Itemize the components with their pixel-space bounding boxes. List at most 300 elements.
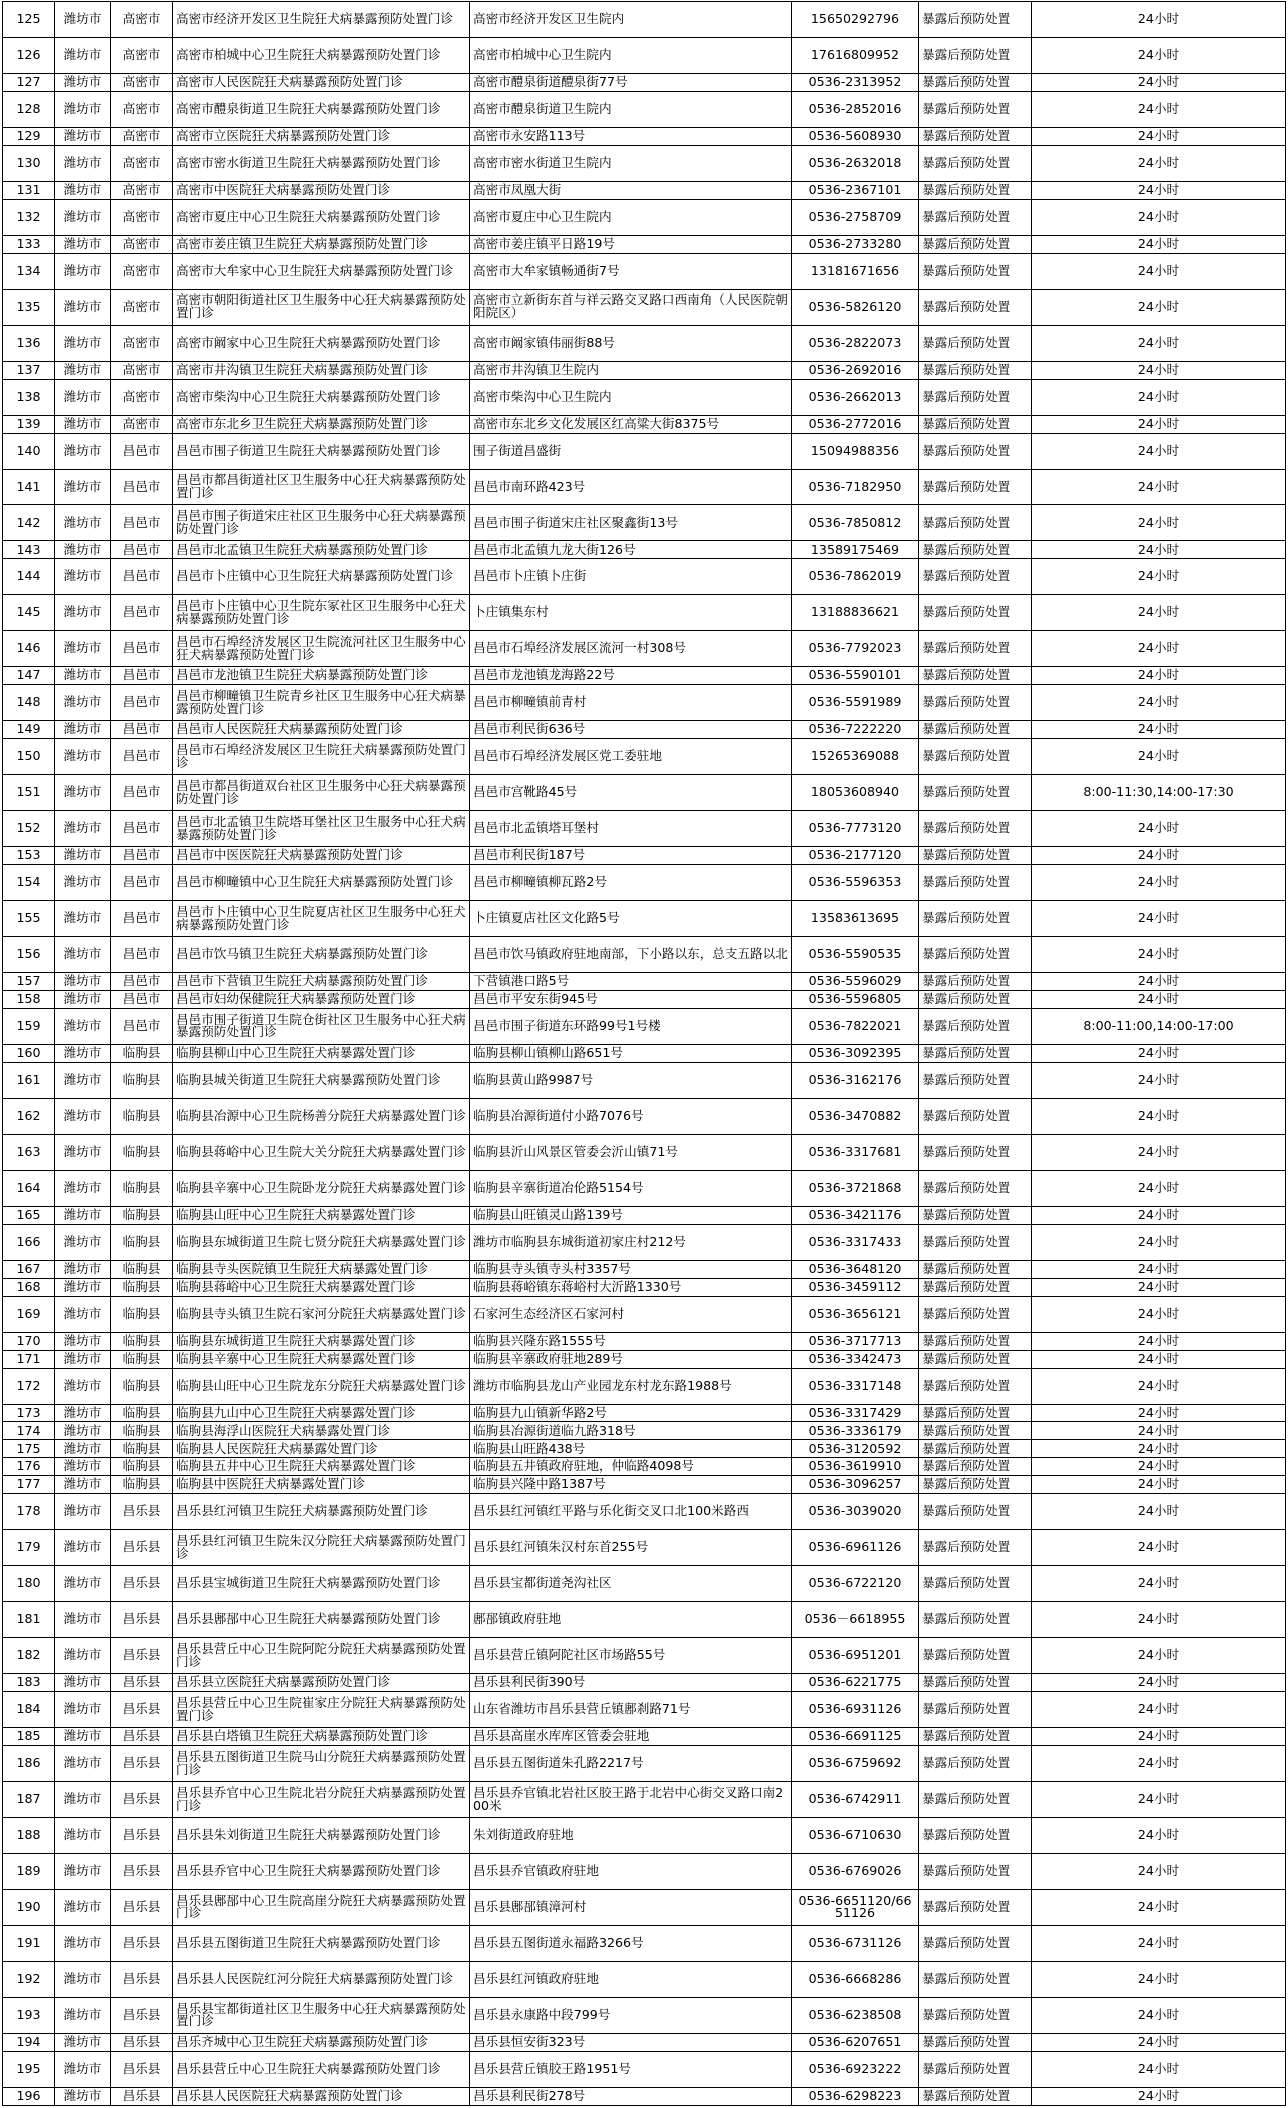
table-row	[3, 1368, 1286, 1404]
cell-clinic-name: 高密市井沟镇卫生院狂犬病暴露预防处置门诊	[173, 361, 470, 379]
cell-address: 临朐县黄山路9987号	[470, 1062, 792, 1098]
table-row	[3, 1098, 1286, 1134]
cell-hours: 24小时	[1032, 361, 1286, 379]
cell-service: 暴露后预防处置	[919, 811, 1032, 847]
cell-address: 昌邑市北孟镇九龙大街126号	[470, 541, 792, 559]
cell-hours: 24小时	[1032, 127, 1286, 145]
cell-county: 昌乐县	[111, 1638, 173, 1674]
cell-phone: 0536-3162176	[792, 1062, 919, 1098]
cell-clinic-name: 昌乐县鄌郚中心卫生院高崖分院狂犬病暴露预防处置门诊	[173, 1889, 470, 1925]
cell-clinic-name: 临朐县山旺中心卫生院狂犬病暴露处置门诊	[173, 1206, 470, 1224]
clinic-table	[2, 1, 1286, 2106]
cell-address: 昌邑市石埠经济发展区党工委驻地	[470, 739, 792, 775]
cell-service: 暴露后预防处置	[919, 1422, 1032, 1440]
cell-address: 临朐县兴隆东路1555号	[470, 1332, 792, 1350]
cell-clinic-name: 昌邑市卜庄镇中心卫生院狂犬病暴露预防处置门诊	[173, 559, 470, 595]
cell-service: 暴露后预防处置	[919, 1476, 1032, 1494]
table-row	[3, 1404, 1286, 1422]
cell-hours: 24小时	[1032, 145, 1286, 181]
cell-index: 154	[3, 865, 55, 901]
cell-address: 昌邑市利民街187号	[470, 847, 792, 865]
cell-city: 潍坊市	[55, 1782, 111, 1818]
cell-phone: 0536-5591989	[792, 685, 919, 721]
cell-address: 昌邑市龙池镇龙海路22号	[470, 667, 792, 685]
cell-county: 昌邑市	[111, 775, 173, 811]
cell-phone: 0536-5590101	[792, 667, 919, 685]
cell-address: 昌乐县利民街390号	[470, 1674, 792, 1692]
cell-city: 潍坊市	[55, 1889, 111, 1925]
cell-clinic-name: 高密市姜庄镇卫生院狂犬病暴露预防处置门诊	[173, 235, 470, 253]
cell-county: 昌邑市	[111, 469, 173, 505]
cell-city: 潍坊市	[55, 1422, 111, 1440]
cell-county: 高密市	[111, 235, 173, 253]
cell-phone: 0536-2632018	[792, 145, 919, 181]
cell-city: 潍坊市	[55, 361, 111, 379]
table-row	[3, 721, 1286, 739]
cell-city: 潍坊市	[55, 325, 111, 361]
cell-address: 昌乐县乔官镇北岩社区胶王路于北岩中心街交叉路口南200米	[470, 1782, 792, 1818]
cell-hours: 24小时	[1032, 1746, 1286, 1782]
cell-hours: 24小时	[1032, 1602, 1286, 1638]
cell-service: 暴露后预防处置	[919, 631, 1032, 667]
cell-service: 暴露后预防处置	[919, 2033, 1032, 2051]
cell-hours: 24小时	[1032, 1925, 1286, 1961]
cell-phone: 0536-7850812	[792, 505, 919, 541]
cell-county: 临朐县	[111, 1170, 173, 1206]
cell-service: 暴露后预防处置	[919, 1782, 1032, 1818]
cell-county: 临朐县	[111, 1062, 173, 1098]
cell-index: 142	[3, 505, 55, 541]
cell-address: 石家河生态经济区石家河村	[470, 1296, 792, 1332]
cell-index: 173	[3, 1404, 55, 1422]
cell-county: 昌乐县	[111, 1674, 173, 1692]
cell-county: 高密市	[111, 361, 173, 379]
cell-service: 暴露后预防处置	[919, 181, 1032, 199]
cell-county: 昌邑市	[111, 937, 173, 973]
cell-service: 暴露后预防处置	[919, 901, 1032, 937]
cell-phone: 0536-7822021	[792, 1008, 919, 1044]
cell-hours: 24小时	[1032, 1692, 1286, 1728]
cell-phone: 0536-3096257	[792, 1476, 919, 1494]
table-row	[3, 1170, 1286, 1206]
cell-index: 181	[3, 1602, 55, 1638]
cell-city: 潍坊市	[55, 469, 111, 505]
cell-service: 暴露后预防处置	[919, 1062, 1032, 1098]
cell-service: 暴露后预防处置	[919, 433, 1032, 469]
cell-service: 暴露后预防处置	[919, 1350, 1032, 1368]
cell-service: 暴露后预防处置	[919, 2, 1032, 38]
cell-address: 高密市密水街道卫生院内	[470, 145, 792, 181]
cell-phone: 15650292796	[792, 2, 919, 38]
table-row	[3, 541, 1286, 559]
cell-hours: 24小时	[1032, 541, 1286, 559]
cell-clinic-name: 高密市夏庄中心卫生院狂犬病暴露预防处置门诊	[173, 199, 470, 235]
cell-address: 围子街道昌盛街	[470, 433, 792, 469]
table-row	[3, 901, 1286, 937]
table-row	[3, 1206, 1286, 1224]
cell-phone: 0536-3317429	[792, 1404, 919, 1422]
cell-hours: 24小时	[1032, 2051, 1286, 2087]
cell-city: 潍坊市	[55, 937, 111, 973]
cell-index: 180	[3, 1566, 55, 1602]
cell-service: 暴露后预防处置	[919, 1098, 1032, 1134]
cell-hours: 24小时	[1032, 685, 1286, 721]
cell-city: 潍坊市	[55, 1566, 111, 1602]
cell-index: 149	[3, 721, 55, 739]
cell-phone: 0536-7773120	[792, 811, 919, 847]
cell-city: 潍坊市	[55, 1350, 111, 1368]
cell-clinic-name: 临朐县蒋峪中心卫生院大关分院狂犬病暴露处置门诊	[173, 1134, 470, 1170]
table-row	[3, 990, 1286, 1008]
table-row	[3, 811, 1286, 847]
cell-phone: 0536-3342473	[792, 1350, 919, 1368]
cell-service: 暴露后预防处置	[919, 1728, 1032, 1746]
cell-hours: 24小时	[1032, 379, 1286, 415]
cell-city: 潍坊市	[55, 289, 111, 325]
cell-clinic-name: 高密市密水街道卫生院狂犬病暴露预防处置门诊	[173, 145, 470, 181]
cell-city: 潍坊市	[55, 1404, 111, 1422]
cell-service: 暴露后预防处置	[919, 361, 1032, 379]
cell-phone: 0536-3459112	[792, 1278, 919, 1296]
table-row	[3, 199, 1286, 235]
cell-county: 高密市	[111, 253, 173, 289]
cell-hours: 24小时	[1032, 1854, 1286, 1890]
table-row	[3, 1961, 1286, 1997]
cell-county: 昌邑市	[111, 505, 173, 541]
cell-clinic-name: 昌邑市柳疃镇卫生院青乡社区卫生服务中心狂犬病暴露预防处置门诊	[173, 685, 470, 721]
cell-service: 暴露后预防处置	[919, 2051, 1032, 2087]
cell-service: 暴露后预防处置	[919, 1440, 1032, 1458]
cell-city: 潍坊市	[55, 631, 111, 667]
cell-city: 潍坊市	[55, 721, 111, 739]
cell-city: 潍坊市	[55, 1062, 111, 1098]
cell-address: 潍坊市临朐县龙山产业园龙东村龙东路1988号	[470, 1368, 792, 1404]
cell-clinic-name: 临朐县东城街道卫生院狂犬病暴露处置门诊	[173, 1332, 470, 1350]
table-row	[3, 415, 1286, 433]
cell-hours: 24小时	[1032, 1404, 1286, 1422]
cell-address: 昌乐县恒安街323号	[470, 2033, 792, 2051]
cell-county: 昌乐县	[111, 1997, 173, 2033]
cell-phone: 0536-6207651	[792, 2033, 919, 2051]
table-row	[3, 1728, 1286, 1746]
cell-address: 高密市夏庄中心卫生院内	[470, 199, 792, 235]
table-row	[3, 1566, 1286, 1602]
cell-index: 135	[3, 289, 55, 325]
cell-address: 高密市醴泉街道卫生院内	[470, 91, 792, 127]
cell-index: 188	[3, 1818, 55, 1854]
cell-hours: 24小时	[1032, 1566, 1286, 1602]
cell-address: 昌乐县五图街道永福路3266号	[470, 1925, 792, 1961]
cell-city: 潍坊市	[55, 199, 111, 235]
cell-index: 183	[3, 1674, 55, 1692]
cell-county: 高密市	[111, 91, 173, 127]
cell-index: 172	[3, 1368, 55, 1404]
cell-hours: 24小时	[1032, 1062, 1286, 1098]
cell-index: 164	[3, 1170, 55, 1206]
table-row	[3, 1224, 1286, 1260]
cell-service: 暴露后预防处置	[919, 235, 1032, 253]
cell-clinic-name: 昌乐县乔官中心卫生院狂犬病暴露预防处置门诊	[173, 1854, 470, 1890]
cell-index: 160	[3, 1044, 55, 1062]
cell-address: 昌邑市平安东街945号	[470, 990, 792, 1008]
table-row	[3, 1674, 1286, 1692]
cell-county: 高密市	[111, 127, 173, 145]
cell-service: 暴露后预防处置	[919, 145, 1032, 181]
cell-phone: 13181671656	[792, 253, 919, 289]
cell-phone: 17616809952	[792, 37, 919, 73]
cell-index: 186	[3, 1746, 55, 1782]
cell-clinic-name: 临朐县海浮山医院狂犬病暴露处置门诊	[173, 1422, 470, 1440]
cell-index: 126	[3, 37, 55, 73]
table-row	[3, 1440, 1286, 1458]
cell-county: 临朐县	[111, 1476, 173, 1494]
cell-city: 潍坊市	[55, 559, 111, 595]
cell-index: 131	[3, 181, 55, 199]
cell-index: 170	[3, 1332, 55, 1350]
cell-address: 下营镇港口路5号	[470, 973, 792, 991]
cell-clinic-name: 昌乐县红河镇卫生院狂犬病暴露预防处置门诊	[173, 1494, 470, 1530]
cell-address: 临朐县沂山风景区管委会沂山镇71号	[470, 1134, 792, 1170]
cell-hours: 24小时	[1032, 2087, 1286, 2105]
cell-clinic-name: 昌邑市龙池镇卫生院狂犬病暴露预防处置门诊	[173, 667, 470, 685]
cell-clinic-name: 高密市中医院狂犬病暴露预防处置门诊	[173, 181, 470, 199]
table-row	[3, 1134, 1286, 1170]
cell-service: 暴露后预防处置	[919, 1889, 1032, 1925]
cell-county: 昌乐县	[111, 1889, 173, 1925]
cell-phone: 0536-2758709	[792, 199, 919, 235]
cell-clinic-name: 昌邑市北孟镇卫生院塔耳堡社区卫生服务中心狂犬病暴露预防处置门诊	[173, 811, 470, 847]
cell-county: 高密市	[111, 37, 173, 73]
cell-address: 昌乐县宝都街道尧沟社区	[470, 1566, 792, 1602]
cell-index: 184	[3, 1692, 55, 1728]
table-row	[3, 1602, 1286, 1638]
cell-county: 昌邑市	[111, 865, 173, 901]
cell-phone: 0536-6691125	[792, 1728, 919, 1746]
cell-address: 高密市永安路113号	[470, 127, 792, 145]
cell-address: 临朐县九山镇新华路2号	[470, 1404, 792, 1422]
table-row	[3, 937, 1286, 973]
cell-service: 暴露后预防处置	[919, 1134, 1032, 1170]
cell-phone: 0536-3317433	[792, 1224, 919, 1260]
cell-index: 128	[3, 91, 55, 127]
clinic-table-body	[3, 2, 1286, 2106]
cell-clinic-name: 高密市经济开发区卫生院狂犬病暴露预防处置门诊	[173, 2, 470, 38]
cell-county: 昌乐县	[111, 1782, 173, 1818]
cell-index: 195	[3, 2051, 55, 2087]
cell-clinic-name: 昌邑市柳疃镇中心卫生院狂犬病暴露预防处置门诊	[173, 865, 470, 901]
cell-county: 昌邑市	[111, 973, 173, 991]
cell-hours: 24小时	[1032, 181, 1286, 199]
cell-clinic-name: 昌乐县宝都街道社区卫生服务中心狂犬病暴露预防处置门诊	[173, 1997, 470, 2033]
cell-service: 暴露后预防处置	[919, 1278, 1032, 1296]
table-row	[3, 1062, 1286, 1098]
cell-city: 潍坊市	[55, 1224, 111, 1260]
cell-service: 暴露后预防处置	[919, 1458, 1032, 1476]
cell-address: 山东省潍坊市昌乐县营丘镇鄌刹路71号	[470, 1692, 792, 1728]
cell-hours: 24小时	[1032, 1530, 1286, 1566]
cell-county: 昌邑市	[111, 559, 173, 595]
cell-hours: 24小时	[1032, 37, 1286, 73]
cell-index: 146	[3, 631, 55, 667]
cell-phone: 0536-2692016	[792, 361, 919, 379]
cell-county: 昌乐县	[111, 1494, 173, 1530]
cell-address: 临朐县山旺路438号	[470, 1440, 792, 1458]
cell-service: 暴露后预防处置	[919, 685, 1032, 721]
cell-phone: 0536-7792023	[792, 631, 919, 667]
cell-county: 昌乐县	[111, 1530, 173, 1566]
cell-county: 昌乐县	[111, 1602, 173, 1638]
cell-index: 178	[3, 1494, 55, 1530]
cell-service: 暴露后预防处置	[919, 325, 1032, 361]
table-row	[3, 181, 1286, 199]
table-row	[3, 685, 1286, 721]
cell-county: 昌乐县	[111, 2087, 173, 2105]
table-row	[3, 1422, 1286, 1440]
table-row	[3, 2087, 1286, 2105]
cell-address: 高密市经济开发区卫生院内	[470, 2, 792, 38]
cell-phone: 0536-3721868	[792, 1170, 919, 1206]
cell-city: 潍坊市	[55, 1278, 111, 1296]
cell-index: 136	[3, 325, 55, 361]
cell-service: 暴露后预防处置	[919, 1854, 1032, 1890]
cell-city: 潍坊市	[55, 1961, 111, 1997]
table-row	[3, 739, 1286, 775]
cell-hours: 24小时	[1032, 199, 1286, 235]
cell-city: 潍坊市	[55, 847, 111, 865]
table-row	[3, 433, 1286, 469]
cell-address: 临朐县冶源街道临九路318号	[470, 1422, 792, 1440]
cell-index: 196	[3, 2087, 55, 2105]
cell-county: 高密市	[111, 181, 173, 199]
cell-hours: 24小时	[1032, 433, 1286, 469]
cell-phone: 0536-5596353	[792, 865, 919, 901]
cell-service: 暴露后预防处置	[919, 1530, 1032, 1566]
cell-clinic-name: 昌邑市围子街道卫生院狂犬病暴露预防处置门诊	[173, 433, 470, 469]
cell-phone: 0536-2822073	[792, 325, 919, 361]
cell-service: 暴露后预防处置	[919, 1997, 1032, 2033]
cell-clinic-name: 昌乐县人民医院红河分院狂犬病暴露预防处置门诊	[173, 1961, 470, 1997]
cell-city: 潍坊市	[55, 1638, 111, 1674]
table-row	[3, 2, 1286, 38]
cell-hours: 24小时	[1032, 289, 1286, 325]
cell-clinic-name: 高密市立医院狂犬病暴露预防处置门诊	[173, 127, 470, 145]
cell-city: 潍坊市	[55, 1098, 111, 1134]
cell-address: 临朐县蒋峪镇东蒋峪村大沂路1330号	[470, 1278, 792, 1296]
table-row	[3, 2033, 1286, 2051]
cell-address: 昌乐县营丘镇阿陀社区市场路55号	[470, 1638, 792, 1674]
cell-city: 潍坊市	[55, 1602, 111, 1638]
cell-index: 139	[3, 415, 55, 433]
cell-city: 潍坊市	[55, 1997, 111, 2033]
cell-phone: 0536-2662013	[792, 379, 919, 415]
table-row	[3, 847, 1286, 865]
table-row	[3, 595, 1286, 631]
cell-index: 125	[3, 2, 55, 38]
cell-phone: 0536-5590535	[792, 937, 919, 973]
cell-city: 潍坊市	[55, 1368, 111, 1404]
cell-phone: 0536-2733280	[792, 235, 919, 253]
cell-county: 昌乐县	[111, 1818, 173, 1854]
cell-phone: 0536-7182950	[792, 469, 919, 505]
cell-county: 临朐县	[111, 1458, 173, 1476]
cell-clinic-name: 昌邑市石埠经济发展区卫生院流河社区卫生服务中心狂犬病暴露预防处置门诊	[173, 631, 470, 667]
cell-county: 临朐县	[111, 1296, 173, 1332]
cell-index: 179	[3, 1530, 55, 1566]
cell-clinic-name: 昌邑市人民医院狂犬病暴露预防处置门诊	[173, 721, 470, 739]
cell-index: 150	[3, 739, 55, 775]
cell-service: 暴露后预防处置	[919, 1692, 1032, 1728]
cell-hours: 24小时	[1032, 739, 1286, 775]
table-row	[3, 1494, 1286, 1530]
cell-service: 暴露后预防处置	[919, 289, 1032, 325]
cell-county: 昌乐县	[111, 1961, 173, 1997]
table-row	[3, 505, 1286, 541]
cell-county: 昌乐县	[111, 1692, 173, 1728]
cell-county: 临朐县	[111, 1098, 173, 1134]
cell-clinic-name: 昌邑市围子街道宋庄社区卫生服务中心狂犬病暴露预防处置门诊	[173, 505, 470, 541]
cell-service: 暴露后预防处置	[919, 937, 1032, 973]
table-row	[3, 559, 1286, 595]
cell-city: 潍坊市	[55, 1260, 111, 1278]
cell-hours: 24小时	[1032, 1134, 1286, 1170]
cell-county: 昌邑市	[111, 739, 173, 775]
cell-county: 高密市	[111, 2, 173, 38]
cell-county: 昌邑市	[111, 685, 173, 721]
cell-county: 临朐县	[111, 1278, 173, 1296]
cell-phone: 0536-5608930	[792, 127, 919, 145]
cell-county: 昌邑市	[111, 901, 173, 937]
cell-county: 高密市	[111, 289, 173, 325]
cell-phone: 0536-3470882	[792, 1098, 919, 1134]
table-row	[3, 289, 1286, 325]
cell-county: 昌邑市	[111, 721, 173, 739]
cell-hours: 24小时	[1032, 1170, 1286, 1206]
cell-city: 潍坊市	[55, 1854, 111, 1890]
cell-service: 暴露后预防处置	[919, 990, 1032, 1008]
cell-county: 昌乐县	[111, 2033, 173, 2051]
cell-phone: 18053608940	[792, 775, 919, 811]
cell-hours: 8:00-11:00,14:00-17:00	[1032, 1008, 1286, 1044]
cell-service: 暴露后预防处置	[919, 415, 1032, 433]
cell-address: 高密市立新街东首与祥云路交叉路口西南角（人民医院朝阳院区）	[470, 289, 792, 325]
table-row	[3, 1746, 1286, 1782]
cell-address: 临朐县兴隆中路1387号	[470, 1476, 792, 1494]
cell-index: 176	[3, 1458, 55, 1476]
cell-index: 127	[3, 73, 55, 91]
cell-city: 潍坊市	[55, 973, 111, 991]
cell-index: 187	[3, 1782, 55, 1818]
table-row	[3, 37, 1286, 73]
cell-service: 暴露后预防处置	[919, 667, 1032, 685]
cell-city: 潍坊市	[55, 37, 111, 73]
cell-address: 昌邑市利民街636号	[470, 721, 792, 739]
table-row	[3, 1889, 1286, 1925]
cell-address: 昌邑市柳疃镇柳瓦路2号	[470, 865, 792, 901]
cell-index: 156	[3, 937, 55, 973]
cell-service: 暴露后预防处置	[919, 505, 1032, 541]
table-row	[3, 1530, 1286, 1566]
cell-city: 潍坊市	[55, 667, 111, 685]
cell-county: 昌邑市	[111, 811, 173, 847]
cell-city: 潍坊市	[55, 127, 111, 145]
table-row	[3, 1782, 1286, 1818]
cell-address: 高密市凤凰大街	[470, 181, 792, 199]
cell-hours: 24小时	[1032, 505, 1286, 541]
cell-service: 暴露后预防处置	[919, 1404, 1032, 1422]
cell-clinic-name: 高密市朝阳街道社区卫生服务中心狂犬病暴露预防处置门诊	[173, 289, 470, 325]
cell-service: 暴露后预防处置	[919, 1925, 1032, 1961]
cell-address: 昌乐县利民街278号	[470, 2087, 792, 2105]
